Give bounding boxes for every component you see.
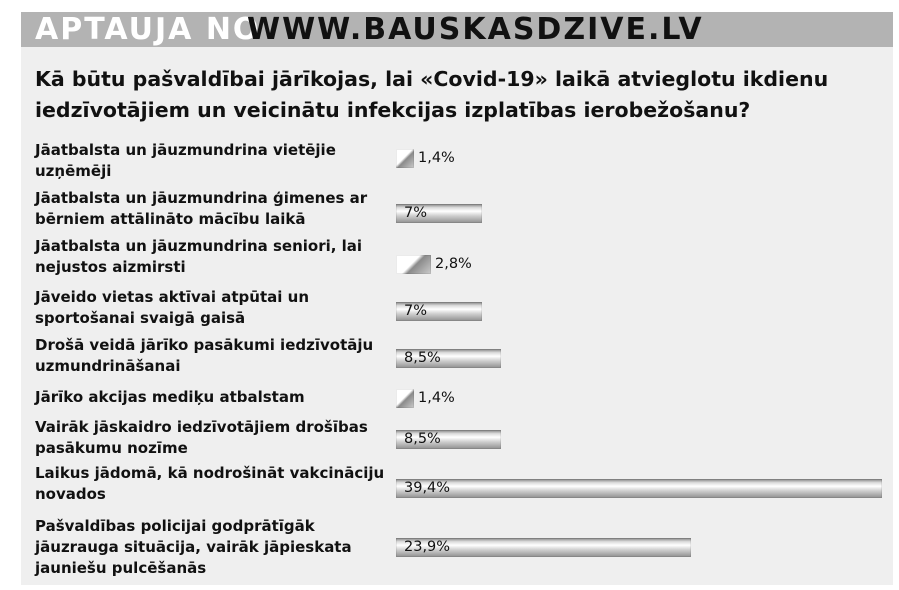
bar xyxy=(396,149,414,168)
category-label: Jāatbalsta un jāuzmundrina ģimenes ar bērniem attālināto mācību laikā xyxy=(35,189,368,228)
data-label: 1,4% xyxy=(418,390,455,406)
bar xyxy=(396,255,431,274)
survey-panel xyxy=(21,12,893,585)
category-label: Jāatbalsta un jāuzmundrina seniori, lai nejustos aizmirsti xyxy=(35,237,363,276)
header-label: APTAUJA NO xyxy=(35,12,261,47)
bar xyxy=(396,389,414,408)
category-label: Jāveido vietas aktīvai atpūtai un sportošanai svaigā gaisā xyxy=(35,288,309,327)
data-label: 8,5% xyxy=(404,431,441,447)
header-website[interactable]: WWW.BAUSKASDZIVE.LV xyxy=(247,12,704,47)
category-label: Drošā veidā jārīko pasākumi iedzīvotāju uzmundrināšanai xyxy=(35,336,374,375)
data-label: 1,4% xyxy=(418,150,455,166)
category-label: Laikus jādomā, kā nodrošināt vakcināciju novados xyxy=(35,464,385,503)
question-title: Kā būtu pašvaldībai jārīkojas, lai «Covid-19» laikā atvieglotu ikdienu iedzīvotājiem un veicinātu infekcijas izplatības ierobežošanu? xyxy=(35,67,829,122)
category-label: Pašvaldības policijai godprātīgāk jāuzrauga situācija, vairāk jāpieskata jauniešu pulcēšanās xyxy=(35,517,352,577)
data-label: 7% xyxy=(404,205,428,221)
category-label: Vairāk jāskaidro iedzīvotājiem drošības pasākumu nozīme xyxy=(35,418,368,457)
data-label: 7% xyxy=(404,303,428,319)
bar xyxy=(396,479,882,498)
header-banner xyxy=(21,12,893,47)
category-label: Jārīko akcijas mediķu atbalstam xyxy=(35,388,305,406)
data-label: 2,8% xyxy=(435,256,472,272)
data-label: 39,4% xyxy=(404,480,451,496)
data-label: 8,5% xyxy=(404,350,441,366)
data-label: 23,9% xyxy=(404,539,451,555)
category-label: Jāatbalsta un jāuzmundrina vietējie uzņēmēji xyxy=(35,141,336,180)
